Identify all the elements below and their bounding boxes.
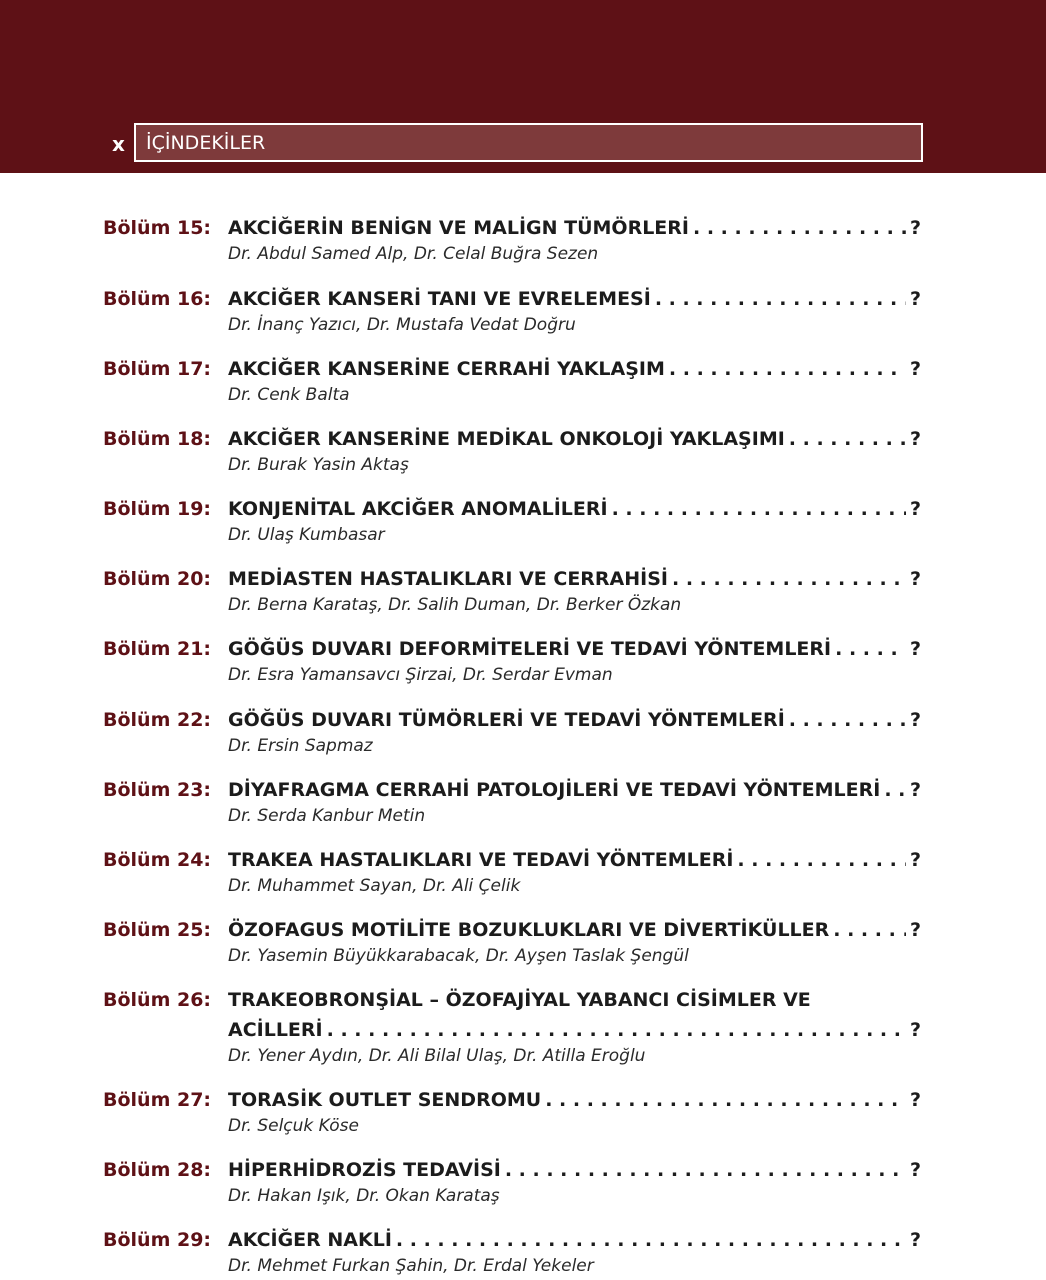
dot-leader (392, 1228, 906, 1252)
page-reference: ? (909, 709, 921, 731)
chapter-title-line (228, 988, 921, 1012)
chapter-title-continued: ACİLLERİ (228, 1019, 323, 1041)
chapter-title: TORASİK OUTLET SENDROMU (228, 1089, 542, 1111)
dot-leader (323, 1018, 906, 1042)
dot-leader (541, 1088, 906, 1112)
page-reference: ? (909, 919, 921, 941)
chapter-title: AKCİĞER KANSERİNE MEDİKAL ONKOLOJİ YAKLAŞIMI (228, 428, 785, 450)
chapter-title: AKCİĞER KANSERİ TANI VE EVRELEMESİ (228, 288, 651, 310)
chapter-title: MEDİASTEN HASTALIKLARI VE CERRAHİSİ (228, 568, 668, 590)
chapter-title-line (228, 567, 921, 591)
chapter-title-line-continued (228, 1018, 921, 1042)
page-reference: ? (909, 1089, 921, 1111)
chapter-title-line (228, 637, 921, 661)
chapter-authors: Dr. Hakan Işık, Dr. Okan Karataş (228, 1186, 500, 1206)
chapter-title: KONJENİTAL AKCİĞER ANOMALİLERİ (228, 498, 608, 520)
dot-leader (665, 357, 906, 381)
chapter-authors: Dr. Yener Aydın, Dr. Ali Bilal Ulaş, Dr. Atilla Eroğlu (228, 1046, 646, 1066)
chapter-title-line (228, 1088, 921, 1112)
chapter-title-line (228, 1158, 921, 1182)
chapter-authors: Dr. Abdul Samed Alp, Dr. Celal Buğra Sezen (228, 244, 599, 264)
chapter-authors: Dr. Ulaş Kumbasar (228, 525, 385, 545)
page-reference: ? (909, 358, 921, 380)
chapter-authors: Dr. Yasemin Büyükkarabacak, Dr. Ayşen Taslak Şengül (228, 946, 689, 966)
chapter-authors: Dr. Muhammet Sayan, Dr. Ali Çelik (228, 876, 521, 896)
chapter-title-line (228, 427, 921, 451)
chapter-number: Bölüm 19: (103, 498, 212, 520)
dot-leader (608, 497, 906, 521)
dot-leader (785, 708, 906, 732)
chapter-title: AKCİĞER KANSERİNE CERRAHİ YAKLAŞIM (228, 358, 665, 380)
chapter-title-line (228, 778, 921, 802)
page-reference: ? (909, 1159, 921, 1181)
chapter-title-line (228, 708, 921, 732)
chapter-authors: Dr. Selçuk Köse (228, 1116, 359, 1136)
chapter-title-line (228, 848, 921, 872)
dot-leader (501, 1158, 906, 1182)
chapter-title-line (228, 357, 921, 381)
dot-leader (689, 216, 906, 240)
dot-leader (829, 918, 906, 942)
chapter-authors: Dr. Mehmet Furkan Şahin, Dr. Erdal Yekeler (228, 1256, 594, 1276)
chapter-number: Bölüm 28: (103, 1159, 212, 1181)
chapter-title: GÖĞÜS DUVARI TÜMÖRLERİ VE TEDAVİ YÖNTEMLERİ (228, 709, 785, 731)
chapter-number: Bölüm 17: (103, 358, 212, 380)
chapter-authors: Dr. Burak Yasin Aktaş (228, 455, 409, 475)
chapter-authors: Dr. İnanç Yazıcı, Dr. Mustafa Vedat Doğru (228, 315, 576, 335)
chapter-number: Bölüm 21: (103, 638, 212, 660)
chapter-number: Bölüm 18: (103, 428, 212, 450)
chapter-title-line (228, 216, 921, 240)
page-reference: ? (909, 849, 921, 871)
chapter-title: TRAKEA HASTALIKLARI VE TEDAVİ YÖNTEMLERİ (228, 849, 734, 871)
page-reference: ? (909, 568, 921, 590)
section-title-box (134, 123, 923, 162)
page-reference: ? (909, 1019, 921, 1041)
chapter-title-line (228, 1228, 921, 1252)
chapter-number: Bölüm 27: (103, 1089, 212, 1111)
page-reference: ? (909, 638, 921, 660)
chapter-title-line (228, 497, 921, 521)
chapter-number: Bölüm 29: (103, 1229, 212, 1251)
dot-leader (831, 637, 906, 661)
chapter-title: GÖĞÜS DUVARI DEFORMİTELERİ VE TEDAVİ YÖNTEMLERİ (228, 638, 832, 660)
page-reference: ? (909, 779, 921, 801)
chapter-title-line (228, 918, 921, 942)
dot-leader (668, 567, 906, 591)
page-reference: ? (909, 498, 921, 520)
chapter-title: AKCİĞERİN BENİGN VE MALİGN TÜMÖRLERİ (228, 217, 689, 239)
chapter-number: Bölüm 23: (103, 779, 212, 801)
chapter-title: HİPERHİDROZİS TEDAVİSİ (228, 1159, 501, 1181)
chapter-authors: Dr. Esra Yamansavcı Şirzai, Dr. Serdar Evman (228, 665, 613, 685)
page-reference: ? (909, 1229, 921, 1251)
section-title: İÇİNDEKİLER (146, 132, 266, 154)
dot-leader (880, 778, 906, 802)
chapter-number: Bölüm 22: (103, 709, 212, 731)
dot-leader (651, 287, 906, 311)
chapter-number: Bölüm 24: (103, 849, 212, 871)
chapter-number: Bölüm 25: (103, 919, 212, 941)
chapter-authors: Dr. Berna Karataş, Dr. Salih Duman, Dr. Berker Özkan (228, 595, 682, 615)
chapter-number: Bölüm 20: (103, 568, 212, 590)
chapter-title: AKCİĞER NAKLİ (228, 1229, 392, 1251)
chapter-authors: Dr. Serda Kanbur Metin (228, 806, 426, 826)
chapter-number: Bölüm 16: (103, 288, 212, 310)
page-reference: ? (909, 217, 921, 239)
chapter-title-line (228, 287, 921, 311)
chapter-authors: Dr. Cenk Balta (228, 385, 350, 405)
chapter-title: TRAKEOBRONŞİAL – ÖZOFAJİYAL YABANCI CİSİMLER VE (228, 989, 811, 1011)
page-reference: ? (909, 428, 921, 450)
chapter-authors: Dr. Ersin Sapmaz (228, 736, 373, 756)
chapter-title: ÖZOFAGUS MOTİLİTE BOZUKLUKLARI VE DİVERTİKÜLLER (228, 919, 830, 941)
page-number: x (112, 132, 125, 156)
page-reference: ? (909, 288, 921, 310)
chapter-number: Bölüm 26: (103, 989, 212, 1011)
chapter-title: DİYAFRAGMA CERRAHİ PATOLOJİLERİ VE TEDAVİ YÖNTEMLERİ (228, 779, 881, 801)
dot-leader (733, 848, 906, 872)
chapter-number: Bölüm 15: (103, 217, 212, 239)
dot-leader (785, 427, 906, 451)
